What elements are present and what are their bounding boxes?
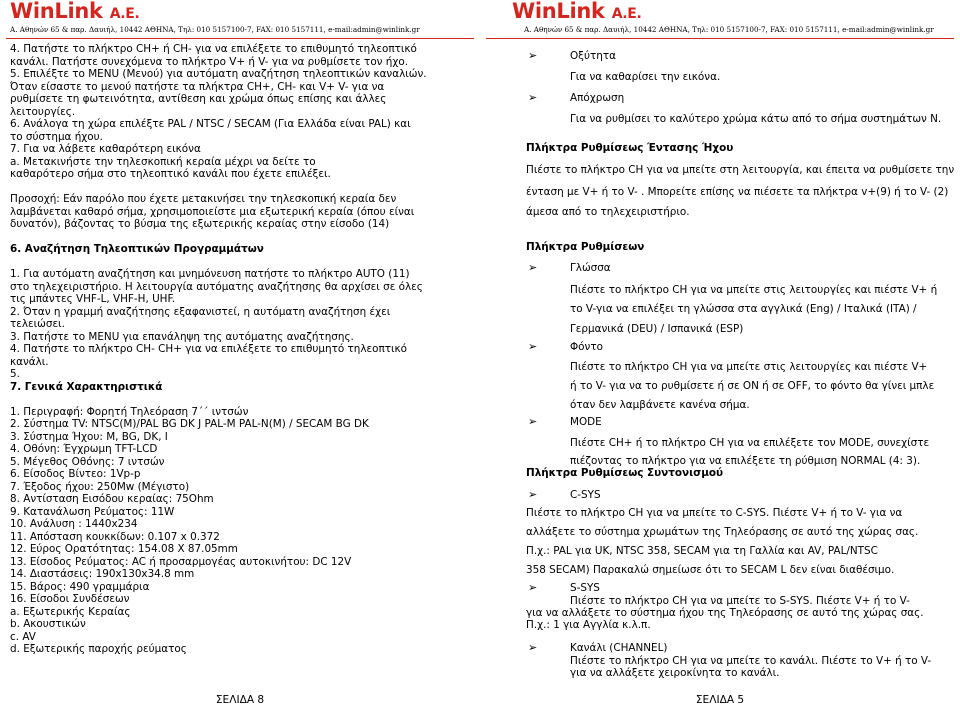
text-line: Προσοχή: Εάν παρόλο που έχετε μετακινήσει την τηλεσκοπική κεραία δεν (10, 193, 397, 205)
text-line: 13. Είσοδος Ρεύματος: AC ή προσαρμογέας αυτοκινήτου: DC 12V (10, 555, 352, 568)
bullet-item (528, 642, 667, 655)
arrow-bullet-icon: ➢ (528, 415, 538, 428)
text-line: τελειώσει. (10, 318, 65, 330)
brand-logo (512, 0, 642, 23)
text-line: 1. Περιγραφή: Φορητή Τηλεόραση 7΄΄ ιντσών (10, 405, 249, 418)
text-line: d. Εξωτερικής παροχής ρεύματος (10, 643, 187, 655)
text-line: πιέζοντας το πλήκτρο για να επιλέξετε τη ρύθμιση NORMAL (4: 3). (570, 455, 921, 467)
text-line: 5. Επιλέξτε το MENU (Μενού) για αυτόματη αναζήτηση τηλεοπτικών καναλιών. (10, 68, 427, 80)
bullet-item (528, 50, 616, 63)
text-line: τις μπάντες VHF-L, VHF-H, UHF. (10, 293, 176, 305)
brand-name: WinLink (512, 0, 605, 23)
section-heading: Πλήκτρα Ρυθμίσεως Έντασης Ήχου (526, 142, 734, 154)
arrow-bullet-icon: ➢ (528, 340, 538, 353)
text-line: 7. Γενικά Χαρακτηριστικά (10, 380, 163, 393)
text-line: 7. Έξοδος ήχου: 250Mw (Μέγιστο) (10, 480, 190, 493)
text-line: όταν δεν λαμβάνετε κανένα σήμα. (570, 399, 750, 411)
right-page (480, 0, 960, 711)
header-rule (486, 38, 954, 39)
arrow-bullet-icon: ➢ (528, 91, 538, 104)
text-line: στο τηλεχειριστήριο. Η λειτουργία αυτόματης αναζήτησης θα αρχίσει σε όλες (10, 280, 423, 293)
text-line: 7. Για να λάβετε καθαρότερη εικόνα (10, 143, 201, 155)
text-line: για να αλλάξετε το σύστημα ήχου της Τηλεόρασης σε αυτό της χώρας σας. (526, 607, 924, 619)
bullet-item (528, 582, 600, 595)
brand-name: WinLink (10, 0, 103, 23)
text-line: Όταν είσαστε το μενού πατήστε τα πλήκτρα CH+, CH- και V+ V- για να (10, 80, 385, 93)
text-line: αλλάξετε το σύστημα χρωμάτων της Τηλεόρασης σε αυτό της χώρας σας. (526, 526, 919, 538)
text-line: Πιέστε το πλήκτρο CH για να μπείτε το C-SYS. Πιέστε V+ ή το V- για να (526, 507, 903, 519)
bullet-item (528, 341, 603, 354)
text-line: Π.χ.: 1 για Αγγλία κ.λ.π. (526, 619, 651, 631)
text-line: το V-για να επιλέξει τη γλώσσα στα αγγλικά (Eng) / Ιταλικά (ITA) / (570, 303, 917, 315)
text-line: 10. Ανάλυση : 1440x234 (10, 518, 138, 530)
text-line: λαμβάνεται καθαρό σήμα, χρησιμοποιείστε μια εξωτερική κεραία (όπου είναι (10, 205, 415, 218)
text-line: Πιέστε το πλήκτρο CH για να μπείτε το S-SYS. Πιέστε V+ ή το V- (570, 595, 910, 607)
arrow-bullet-icon: ➢ (528, 49, 538, 62)
text-line: άμεσα από το τηλεχειριστήριο. (526, 206, 690, 218)
text-line: Για να ρυθμίσει το καλύτερο χρώμα κάτω από το σήμα συστημάτων N. (570, 113, 942, 125)
bullet-label: Οξύτητα (570, 50, 616, 62)
text-line: Πιέστε το πλήκτρο CH για να μπείτε στις λειτουργίες και πιέστε V+ (570, 361, 928, 373)
text-line: 358 SECAM) Παρακαλώ σημείωσε ότι το SECAM L δεν είναι διαθέσιμο. (526, 564, 895, 576)
text-line: Γερμανικά (DEU) / Ισπανικά (ESP) (570, 323, 744, 335)
text-line: 5. (10, 368, 20, 380)
text-line: 2. Όταν η γραμμή αναζήτησης εξαφανιστεί, η αυτόματη αναζήτηση έχει (10, 305, 391, 318)
bullet-label: Γλώσσα (570, 262, 611, 274)
text-line: c. AV (10, 630, 36, 643)
bullet-label: S-SYS (570, 582, 600, 594)
text-line: 6. Αναζήτηση Τηλεοπτικών Προγραμμάτων (10, 243, 264, 255)
page-number: ΣΕΛΙΔΑ 5 (695, 694, 745, 706)
text-line: 14. Διαστάσεις: 190x130x34.8 mm (10, 568, 195, 580)
brand-suffix: Α.Ε. (611, 6, 642, 22)
text-line: το σύστημα ήχου. (10, 130, 103, 143)
text-line: Π.χ.: PAL για UK, NTSC 358, SECAM για τη Γαλλία και AV, PAL/NTSC (526, 545, 878, 557)
text-line: ρυθμίσετε τη φωτεινότητα, αντίθεση και χρώμα όπως επίσης και άλλες (10, 93, 387, 105)
bullet-item (528, 262, 611, 275)
brand-logo (10, 0, 140, 23)
bullet-item (528, 416, 602, 429)
text-line: 1. Για αυτόματη αναζήτηση και μνημόνευση πατήστε το πλήκτρο AUTO (11) (10, 268, 410, 280)
text-line: 3. Πατήστε το MENU για επανάληψη της αυτόματης αναζήτησης. (10, 330, 354, 343)
text-line: Πιέστε το πλήκτρο CH για να μπείτε το κανάλι. Πιέστε το V+ ή το V- (570, 655, 932, 667)
bullet-label: C-SYS (570, 489, 601, 501)
text-line: a. Εξωτερικής Κεραίας (10, 605, 131, 618)
header-rule (6, 38, 474, 39)
section-heading: Πλήκτρα Ρυθμίσεως Συντονισμού (526, 467, 724, 479)
text-line: 12. Εύρος Ορατότητας: 154.08 X 87.05mm (10, 543, 238, 555)
company-address: Α. Αθηνών 65 & παρ. Δαυιήλ, 10442 ΑΘΗΝΑ, Τηλ: 010 5157100-7, FAX: 010 5157111, e-mail:admin@winlink.gr (10, 25, 420, 34)
bullet-label: Κανάλι (CHANNEL) (570, 642, 668, 654)
arrow-bullet-icon: ➢ (528, 581, 538, 594)
text-line: 11. Απόσταση κουκκίδων: 0.107 x 0.372 (10, 530, 220, 543)
text-line: 4. Πατήστε το πλήκτρο CH+ ή CH- για να επιλέξετε το επιθυμητό τηλεοπτικό (10, 43, 417, 55)
section-heading: Πλήκτρα Ρυθμίσεων (526, 241, 645, 253)
text-line: για να αλλάξετε χειροκίνητα το κανάλι. (570, 667, 780, 679)
text-line: 3. Σύστημα Ήχου: M, BG, DK, I (10, 430, 168, 443)
arrow-bullet-icon: ➢ (528, 641, 538, 654)
text-line: 4. Οθόνη: Έγχρωμη TFT-LCD (10, 443, 158, 455)
bullet-label: Απόχρωση (570, 92, 625, 104)
page-number: ΣΕΛΙΔΑ 8 (215, 694, 265, 706)
text-line: 9. Κατανάλωση Ρεύματος: 11W (10, 505, 175, 518)
text-line: a. Μετακινήστε την τηλεσκοπική κεραία μέχρι να δείτε το (10, 155, 316, 168)
text-line: κανάλι. (10, 355, 49, 368)
text-line: Πιέστε CH+ ή το πλήκτρο CH για να επιλέξετε τον MODE, συνεχίστε (570, 437, 930, 449)
page-header (480, 0, 960, 38)
text-line: 16. Είσοδοι Συνδέσεων (10, 593, 130, 605)
text-line: κανάλι. Πατήστε συνεχόμενα το πλήκτρο V+ ή V- για να ρυθμίσετε τον ήχο. (10, 55, 409, 68)
bullet-label: MODE (570, 416, 602, 428)
page-header (0, 0, 480, 38)
text-line: 15. Βάρος: 490 γραμμάρια (10, 580, 150, 593)
text-line: δυνατόν), βάζοντας το βύσμα της εξωτερικής κεραίας στην είσοδο (14) (10, 218, 390, 230)
text-line: ή το V- για να το ρυθμίσετε ή σε ON ή σε OFF, το φόντο θα γίνει μπλε (570, 380, 935, 392)
bullet-item (528, 489, 601, 502)
text-line: Για να καθαρίσει την εικόνα. (570, 71, 721, 83)
text-line: 6. Ανάλογα τη χώρα επιλέξτε PAL / NTSC / SECAM (Για Ελλάδα είναι PAL) και (10, 118, 411, 130)
text-line: 6. Είσοδος Βίντεο: 1Vp-p (10, 468, 141, 480)
text-line: 2. Σύστημα TV: NTSC(M)/PAL BG DK J PAL-M PAL-N(M) / SECAM BG DK (10, 418, 369, 430)
text-line: b. Ακουστικών (10, 618, 86, 630)
text-line: Πιέστε το πλήκτρο CH για να μπείτε στη λειτουργία, και έπειτα να ρυθμίσετε την (526, 164, 955, 176)
text-line: 4. Πατήστε το πλήκτρο CH- CH+ για να επιλέξετε το επιθυμητό τηλεοπτικό (10, 343, 407, 355)
brand-suffix: Α.Ε. (109, 6, 140, 22)
text-line: 8. Αντίσταση Εισόδου κεραίας: 75Ohm (10, 493, 214, 505)
text-line: ένταση με V+ ή το V- . Μπορείτε επίσης να πιέσετε τα πλήκτρα v+(9) ή το V- (2) (526, 186, 949, 198)
bullet-item (528, 92, 624, 105)
arrow-bullet-icon: ➢ (528, 261, 538, 274)
bullet-label: Φόντο (570, 341, 603, 353)
text-line: λειτουργίες. (10, 105, 76, 118)
text-line: καθαρότερο σήμα στο τηλεοπτικό κανάλι που έχετε επιλέξει. (10, 168, 331, 180)
text-line: 5. Μέγεθος Οθόνης: 7 ιντσών (10, 455, 165, 468)
company-address: Α. Αθηνών 65 & παρ. Δαυιήλ, 10442 ΑΘΗΝΑ, Τηλ: 010 5157100-7, FAX: 010 5157111, e-mail:admin@winlink.gr (524, 25, 934, 34)
arrow-bullet-icon: ➢ (528, 488, 538, 501)
text-line: Πιέστε το πλήκτρο CH για να μπείτε στις λειτουργίες και πιέστε V+ ή (570, 284, 938, 296)
